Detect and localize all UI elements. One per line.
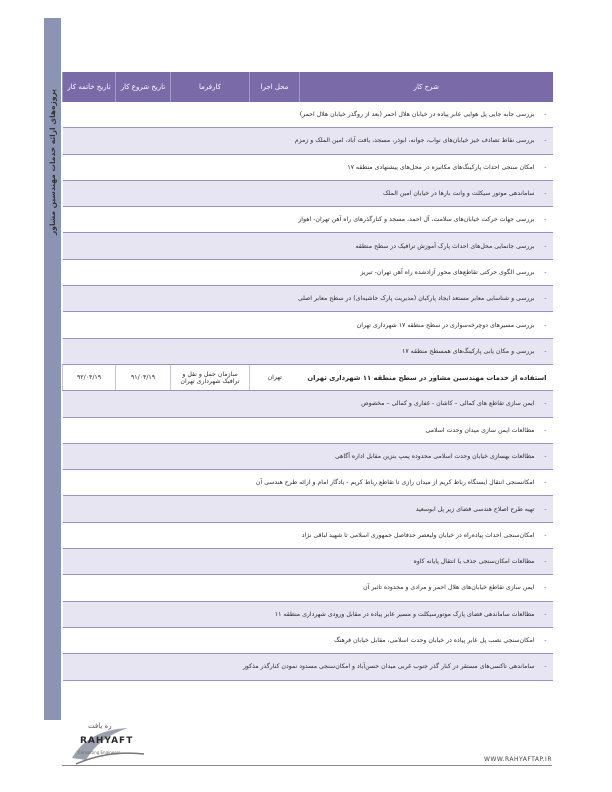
table-header-row [63,72,553,102]
row-text: بررسی نقاط تصادف خیز خیابان‌های نواب، جوانه، ابوذر، مسجد، بافت آباد، امین الملک و زمزم [294,137,535,145]
footer-divider [62,765,552,766]
project-start-date: ۹۱/۰۴/۱۹ [116,364,171,390]
row-text: بررسی جهات حرکت خیابان‌های سلامت، آل احمد، مسجد و کنارگذرهای راه آهن تهران- اهواز [298,216,535,224]
logo-english-text: RAHYAFT [80,736,134,746]
table-row [63,443,553,469]
table-row [63,417,553,443]
table-row [63,286,553,312]
bullet-mark: - [544,163,547,171]
side-title-box [44,72,61,252]
bullet-mark: - [544,426,547,434]
bullet-mark: - [544,268,547,276]
row-text: امکانسنجی انتقال ایستگاه رباط کریم از میدان رازی تا تقاطع رباط کریم - یادگار امام و ارائه طرح هندسی آن [255,479,535,487]
row-cell [63,338,553,364]
table-row [63,575,553,601]
header-end-date: تاریخ خاتمه کار [63,72,116,102]
row-cell [63,154,553,180]
row-cell [63,575,553,601]
bullet-mark: - [544,505,547,513]
table-row [63,180,553,206]
table-row [63,391,553,417]
header-employer: کارفرما [171,72,250,102]
header-location: محل اجرا [250,72,300,102]
bullet-mark: - [544,347,547,355]
table-row [63,522,553,548]
row-text: مطالعات بهسازی خیابان وحدت اسلامی محدوده پمپ بنزین مقابل اداره آگاهی [335,453,535,460]
row-cell [63,391,553,417]
row-text: مطالعات امکان‌سنجی حذف یا انتقال پایانه کاوه [413,558,535,566]
table-row [63,654,553,680]
table-row [63,207,553,233]
row-text: مطالعات ایمن سازی میدان وحدت اسلامی [425,426,535,434]
row-text: بررسی جانمایی محل‌های احداث پارک آموزش ترافیک در سطح منطقه [355,242,535,250]
bullet-mark: - [544,663,547,671]
bullet-mark: - [544,137,547,145]
table-row [63,102,553,128]
row-cell [63,207,553,233]
bullet-mark: - [544,531,547,539]
company-logo [68,720,148,770]
table-row [63,601,553,627]
table-row [63,259,553,285]
row-text: بررسی و مکان یابی پارکینگ‌های همسطح منطقه ۱۷ [402,347,535,355]
bullet-mark: - [544,558,547,566]
bullet-mark: - [544,242,547,250]
table-row [63,233,553,259]
project-employer: سازمان حمل و نقل و ترافیک شهرداری تهران [171,364,250,390]
bullet-mark: - [544,584,547,592]
row-cell [63,259,553,285]
bullet-mark: - [544,453,547,460]
table-row [63,154,553,180]
bullet-mark: - [544,479,547,487]
bullet-mark: - [544,610,547,618]
row-cell [63,417,553,443]
row-text: بررسی مسیرهای دوچرخه‌سواری در سطح منطقه ۱۷ شهرداری تهران [356,321,535,329]
row-cell [63,102,553,128]
table-row [63,549,553,575]
row-cell [63,443,553,469]
table-row [63,627,553,653]
row-text: بررسی جابه جایی پل هوایی عابر پیاده در خیابان هلال احمر (بعد از روگذر خیابان هلال احمر) [299,111,535,119]
bullet-mark: - [544,216,547,224]
row-cell [63,312,553,338]
row-cell [63,522,553,548]
row-cell [63,627,553,653]
footer-url[interactable]: WWW.RAHYAFTAP.IR [483,756,552,763]
logo-persian-text: ره یافت [88,722,112,730]
row-cell [63,286,553,312]
table-row [63,496,553,522]
row-text: ایمن سازی تقاطع های کمالی – کاشان - غفاری و کمالی – مخصوص [361,400,535,408]
table-row [63,312,553,338]
table-row [63,338,553,364]
header-start-date: تاریخ شروع کار [116,72,171,102]
bullet-mark: - [544,190,547,198]
row-cell [63,128,553,154]
header-description: شرح کار [300,72,553,102]
row-cell [63,601,553,627]
row-cell [63,470,553,496]
bullet-mark: - [544,111,547,119]
project-title: استفاده از خدمات مهندسین مشاور در سطح منطقه ۱۱ شهرداری تهران [300,364,553,390]
row-text: امکان‌سنجی احداث پیاده‌راه در خیابان ولیعصر حدفاصل جمهوری اسلامی تا شهید لباقی نژاد [301,531,535,539]
row-cell [63,180,553,206]
row-text: ساماندهی موتور سیکلت و وانت بارها در خیابان امین الملک [383,190,535,198]
bullet-mark: - [544,295,547,303]
row-text: ساماندهی تاکسی‌های مستقر در کنار گذر جنوب غربی میدان حسن‌آباد و امکان‌سنجی مسدود نمودن کنارگذر مذکور [242,663,535,671]
row-text: بررسی الگوی حرکتی تقاطع‌های محور آزادشده راه آهن تهران- تبریز [360,268,535,276]
row-text: امکان‌سنجی نصب پل عابر پیاده در خیابان وحدت اسلامی، مقابل خیابان فرهنگ [334,637,535,645]
row-cell [63,549,553,575]
side-title: پروژه‌های ارائه خدمات مهندسین مشاور [48,88,57,236]
row-cell [63,496,553,522]
row-cell [63,654,553,680]
project-location: تهران [250,364,300,390]
project-end-date: ۹۲/۰۴/۱۹ [63,364,116,390]
row-text: بررسی و شناسایی معابر مستعد ایجاد پارکبان (مدیریت پارک حاشیه‌ای) در سطح معابر اصلی [297,295,535,303]
table-row [63,128,553,154]
row-cell [63,233,553,259]
row-text: امکان سنجی احداث پارکینگ‌های مکانیزه در محل‌های پیشنهادی منطقه ۱۷ [347,163,535,171]
row-text: تهیه طرح اصلاح هندسی فضای زیر پل ابوسعید [415,505,535,513]
row-text: ایمن سازی تقاطع خیابان‌های هلال احمر و مرادی و محدوده تاثیر آن [363,584,535,592]
table-body [63,102,553,680]
projects-table [62,72,553,681]
logo-subtitle: Consulting Engineers [78,750,121,755]
bullet-mark: - [544,321,547,329]
project-row [63,364,553,390]
bullet-mark: - [544,637,547,645]
row-text: مطالعات ساماندهی فضای پارک موتورسیکلت و مسیر عابر پیاده در مقابل ورودی شهرداری منطقه ۱۱ [274,610,535,618]
bullet-mark: - [544,400,547,408]
table-row [63,470,553,496]
